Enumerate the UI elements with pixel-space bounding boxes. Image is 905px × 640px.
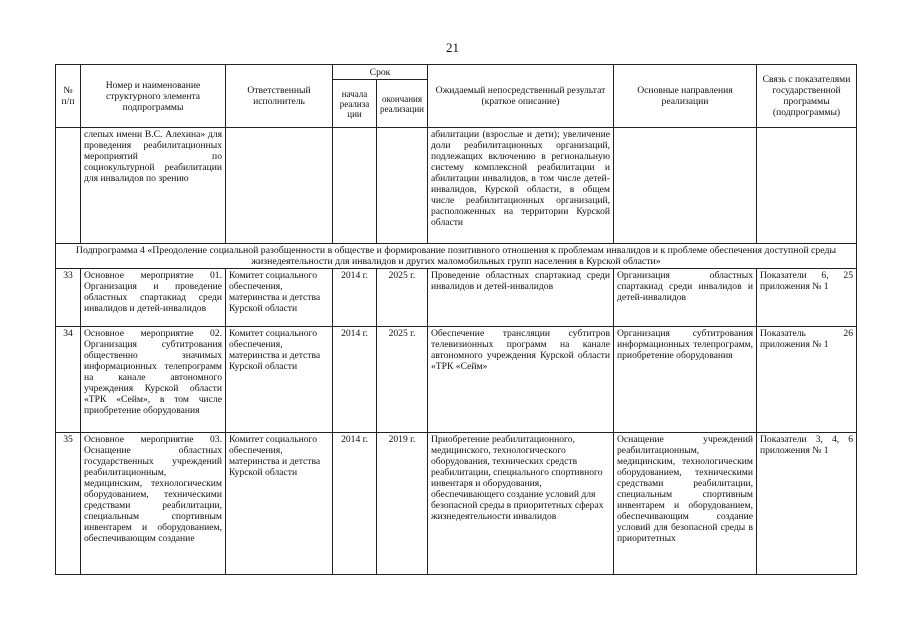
header-end: окончания реализации — [377, 80, 428, 128]
header-result: Ожидаемый непосредственный результат (краткое описание) — [428, 65, 614, 128]
cell-end — [377, 128, 428, 244]
table-row — [56, 269, 857, 327]
header-directions: Основные направления реализации — [614, 65, 757, 128]
cell-end: 2019 г. — [377, 433, 428, 575]
page-number: 21 — [446, 40, 459, 55]
table-row-continued — [56, 128, 857, 244]
cell-end: 2025 г. — [377, 327, 428, 433]
header-num: № п/п — [56, 65, 81, 128]
table-row — [56, 327, 857, 433]
cell-responsible — [226, 128, 333, 244]
table-row — [56, 433, 857, 575]
cell-responsible: Комитет социального обеспечения, материнства и детства Курской области — [226, 269, 333, 327]
subprogram-title: Подпрограмма 4 «Преодоление социальной разобщенности в обществе и формирование позитивного отношения к проблемам инвалидов и к проблеме обеспечения доступной среды жизнедеятельности для инвалидов и других маломобильных групп населения в Курской области» — [56, 244, 857, 269]
header-term: Срок — [333, 65, 428, 80]
header-responsible: Ответственный исполнитель — [226, 65, 333, 128]
cell-responsible: Комитет социального обеспечения, материнства и детства Курской области — [226, 433, 333, 575]
cell-start: 2014 г. — [333, 433, 377, 575]
cell-num: 34 — [56, 327, 81, 433]
header-element: Номер и наименование структурного элемента подпрограммы — [81, 65, 226, 128]
cell-result: Приобретение реабилитационного, медицинского, технологического оборудования, технических средств реабилитации, специального спортивного инвентаря и оборудования, обеспечивающего создание условий для безопасной среды в приоритетных сферах жизнедеятельности инвалидов — [428, 433, 614, 575]
cell-start: 2014 г. — [333, 327, 377, 433]
cell-link: Показатели 3, 4, 6 приложения № 1 — [757, 433, 857, 575]
cell-element: Основное мероприятие 02. Организация субтитрования общественно значимых информационных телепрограмм на канале автономного учреждения Курской области «ТРК «Сейм», в том числе приобретение оборудования — [81, 327, 226, 433]
cell-num: 35 — [56, 433, 81, 575]
cell-result: Обеспечение трансляции субтитров телевизионных программ на канале автономного учреждения Курской области «ТРК «Сейм» — [428, 327, 614, 433]
header-start: начала реализа ции — [333, 80, 377, 128]
cell-directions: Оснащение учреждений реабилитационным, медицинским, технологическим оборудованием, техническими средствами реабилитации, специальным спортивным инвентарем и оборудованием, обеспечивающим создание условий для безопасной среды в приоритетных — [614, 433, 757, 575]
cell-num — [56, 128, 81, 244]
program-table — [55, 64, 857, 575]
cell-responsible: Комитет социального обеспечения, материнства и детства Курской области — [226, 327, 333, 433]
cell-element: Основное мероприятие 03. Оснащение областных государственных учреждений реабилитационным, медицинским, технологическим оборудованием, техническими средствами реабилитации, специальным спортивным инвентарем и оборудованием, обеспечивающим создание — [81, 433, 226, 575]
cell-result: Проведение областных спартакиад среди инвалидов и детей-инвалидов — [428, 269, 614, 327]
header-link: Связь с показателями государственной программы (подпрограммы) — [757, 65, 857, 128]
cell-directions: Организация областных спартакиад среди инвалидов и детей-инвалидов — [614, 269, 757, 327]
cell-element: Основное мероприятие 01. Организация и проведение областных спартакиад среди инвалидов и детей-инвалидов — [81, 269, 226, 327]
cell-directions: Организация субтитрования информационных телепрограмм, приобретение оборудования — [614, 327, 757, 433]
cell-link — [757, 128, 857, 244]
cell-link: Показатели 6, 25 приложения № 1 — [757, 269, 857, 327]
cell-num: 33 — [56, 269, 81, 327]
cell-start: 2014 г. — [333, 269, 377, 327]
subprogram-row — [56, 244, 857, 269]
cell-element: слепых имени В.С. Алехина» для проведения реабилитационных мероприятий по социокультурной реабилитации для инвалидов по зрению — [81, 128, 226, 244]
cell-start — [333, 128, 377, 244]
cell-end: 2025 г. — [377, 269, 428, 327]
cell-link: Показатель 26 приложения № 1 — [757, 327, 857, 433]
cell-result: абилитации (взрослые и дети); увеличение доли реабилитационных организаций, подлежащих включению в региональную систему комплексной реабилитации и абилитации инвалидов, в том числе детей-инвалидов, Курской области, в общем числе реабилитационных организаций, расположенных на территории Курской области — [428, 128, 614, 244]
cell-directions — [614, 128, 757, 244]
